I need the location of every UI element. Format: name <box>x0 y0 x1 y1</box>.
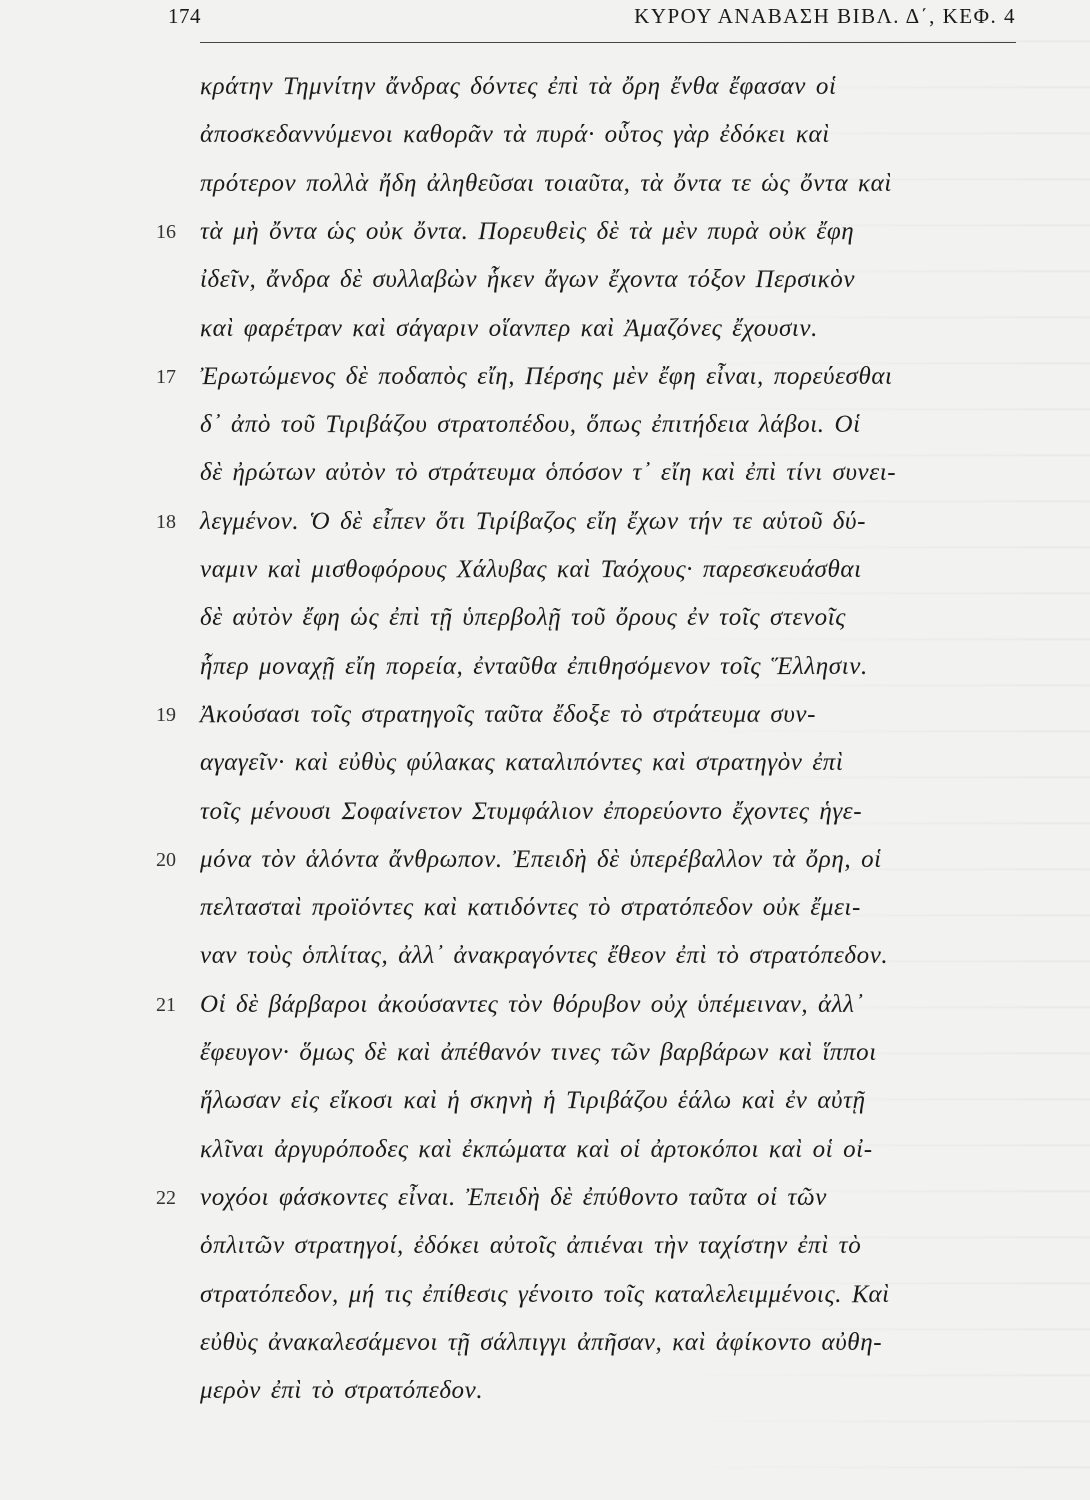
section-number: 21 <box>156 993 176 1016</box>
text-line: στρατόπεδον, μή τις ἐπίθεσις γένοιτο τοῖς καταλελειμμένοις. Καὶ <box>200 1280 890 1308</box>
section-number: 16 <box>156 220 176 243</box>
text-line: ναμιν καὶ μισθοφόρους Χάλυβας καὶ Ταόχους· παρεσκευάσθαι <box>200 556 862 583</box>
page-header <box>168 4 1016 40</box>
text-line: ἔφευγον· ὅμως δὲ καὶ ἀπέθανόν τινες τῶν βαρβάρων καὶ ἵπποι <box>200 1039 877 1066</box>
text-line: τὰ μὴ ὄντα ὡς οὐκ ὄντα. Πορευθεὶς δὲ τὰ μὲν πυρὰ οὐκ ἔφη <box>200 217 855 245</box>
text-line: εὐθὺς ἀνακαλεσάμενοι τῇ σάλπιγγι ἀπῆσαν, καὶ ἀφίκοντο αὐθη- <box>200 1328 883 1356</box>
text-line: ἧπερ μοναχῇ εἴη πορεία, ἐνταῦθα ἐπιθησόμενον τοῖς Ἕλλησιν. <box>200 652 868 680</box>
section-number: 17 <box>156 365 176 388</box>
text-line: πελτασταὶ προϊόντες καὶ κατιδόντες τὸ στρατόπεδον οὐκ ἔμει- <box>200 894 861 922</box>
header-rule <box>200 42 1016 43</box>
page-number: 174 <box>168 4 201 28</box>
section-number: 19 <box>156 703 176 726</box>
text-line: Ἀκούσασι τοῖς στρατηγοῖς ταῦτα ἔδοξε τὸ στράτευμα συν- <box>200 700 817 728</box>
text-line: αγαγεῖν· καὶ εὐθὺς φύλακας καταλιπόντες καὶ στρατηγὸν ἐπὶ <box>200 749 844 777</box>
text-line: πρότερον πολλὰ ἤδη ἀληθεῦσαι τοιαῦτα, τὰ ὄντα τε ὡς ὄντα καὶ <box>200 169 892 197</box>
text-line: τοῖς μένουσι Σοφαίνετον Στυμφάλιον ἐπορεύοντο ἔχοντες ἡγε- <box>200 797 863 825</box>
text-line: μερὸν ἐπὶ τὸ στρατόπεδον. <box>200 1377 484 1405</box>
text-line: δὲ αὐτὸν ἔφη ὡς ἐπὶ τῇ ὑπερβολῇ τοῦ ὄρους ἐν τοῖς στενοῖς <box>200 604 846 632</box>
text-line: νοχόοι φάσκοντες εἶναι. Ἐπειδὴ δὲ ἐπύθοντο ταῦτα οἱ τῶν <box>200 1183 828 1211</box>
text-line: καὶ φαρέτραν καὶ σάγαριν οἵανπερ καὶ Ἀμαζόνες ἔχουσιν. <box>200 314 818 342</box>
text-line: κράτην Τημνίτην ἄνδρας δόντες ἐπὶ τὰ ὄρη ἔνθα ἔφασαν οἱ <box>200 73 837 100</box>
text-line: κλῖναι ἀργυρόποδες καὶ ἐκπώματα καὶ οἱ ἀρτοκόποι καὶ οἱ οἰ- <box>200 1135 873 1163</box>
section-number: 20 <box>156 848 176 871</box>
text-line: ναν τοὺς ὁπλίτας, ἀλλ᾽ ἀνακραγόντες ἔθεον ἐπὶ τὸ στρατόπεδον. <box>200 942 889 970</box>
text-line: δ᾽ ἀπὸ τοῦ Τιριβάζου στρατοπέδου, ὅπως ἐπιτήδεια λάβοι. Οἱ <box>200 411 861 439</box>
text-line: Οἱ δὲ βάρβαροι ἀκούσαντες τὸν θόρυβον οὐχ ὑπέμειναν, ἀλλ᾽ <box>200 990 864 1018</box>
text-line: δὲ ἠρώτων αὐτὸν τὸ στράτευμα ὁπόσον τ᾽ εἴη καὶ ἐπὶ τίνι συνει- <box>200 459 897 487</box>
section-number: 18 <box>156 510 176 533</box>
text-line: ἥλωσαν εἰς εἴκοσι καὶ ἡ σκηνὴ ἡ Τιριβάζου ἑάλω καὶ ἐν αὐτῇ <box>200 1087 866 1115</box>
running-head: ΚΥΡΟΥ ΑΝΑΒΑΣΗ ΒΙΒΛ. Δ΄, ΚΕΦ. 4 <box>634 4 1016 28</box>
text-line: ὁπλιτῶν στρατηγοί, ἐδόκει αὐτοῖς ἀπιέναι τὴν ταχίστην ἐπὶ τὸ <box>200 1232 862 1260</box>
section-number: 22 <box>156 1186 176 1209</box>
text-line: ἰδεῖν, ἄνδρα δὲ συλλαβὼν ἧκεν ἄγων ἔχοντα τόξον Περσικὸν <box>200 266 856 294</box>
text-line: Ἐρωτώμενος δὲ ποδαπὸς εἴη, Πέρσης μὲν ἔφη εἶναι, πορεύεσθαι <box>200 362 893 390</box>
text-line: μόνα τὸν ἁλόντα ἄνθρωπον. Ἐπειδὴ δὲ ὑπερέβαλλον τὰ ὄρη, οἱ <box>200 845 882 873</box>
text-line: ἀποσκεδαννύμενοι καθορᾶν τὰ πυρά· οὗτος γὰρ ἐδόκει καὶ <box>200 121 830 149</box>
text-line: λεγμένον. Ὁ δὲ εἶπεν ὅτι Τιρίβαζος εἴη ἔχων τήν τε αὑτοῦ δύ- <box>200 507 867 535</box>
